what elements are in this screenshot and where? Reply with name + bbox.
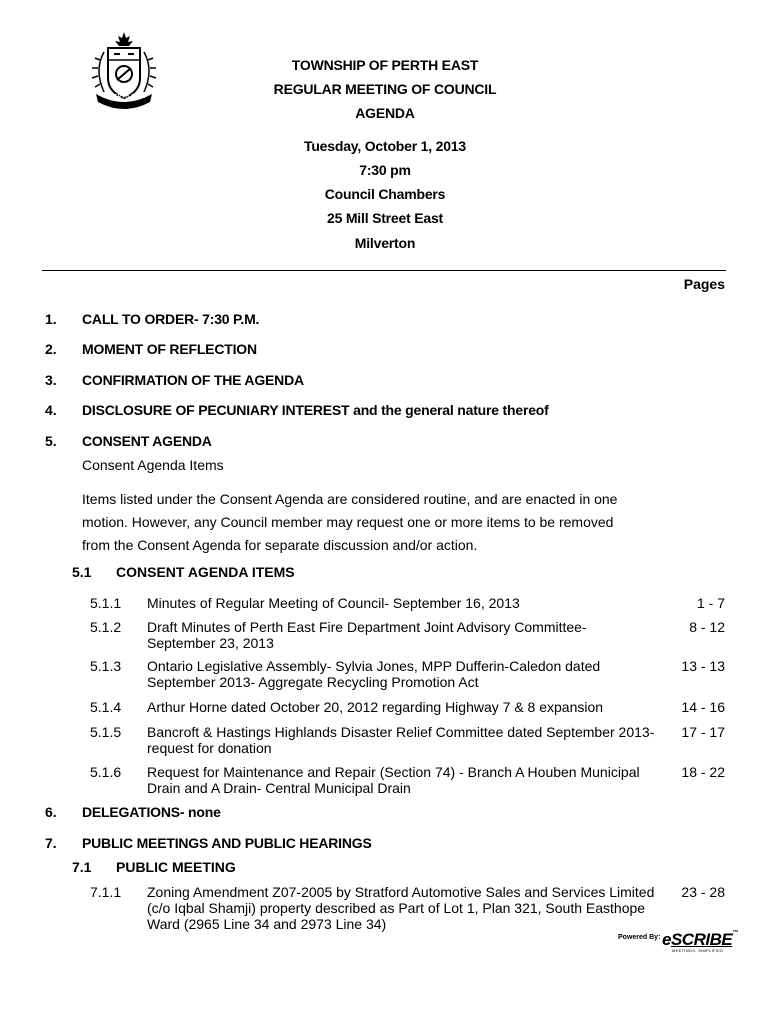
item-text: Request for Maintenance and Repair (Section 74) - Branch A Houben Municipal Drain and A Drain- Central Municipal Drain	[147, 764, 640, 796]
escribe-logo-text: SCRIBE	[670, 930, 733, 949]
item-pages: 1 - 7	[696, 595, 725, 611]
section-number: 6.	[45, 804, 57, 820]
header-venue: Council Chambers	[324, 186, 446, 202]
powered-by-label: Powered By:	[618, 934, 661, 941]
section-title-rest: and the general nature thereof	[349, 402, 549, 418]
item-number: 5.1.3	[90, 658, 122, 674]
escribe-tagline: MEETINGS, SIMPLIFIED	[672, 948, 724, 953]
section-title: DELEGATIONS- none	[82, 804, 221, 820]
subsection-title: CONSENT AGENDA ITEMS	[116, 564, 295, 580]
item-pages: 14 - 16	[681, 699, 725, 715]
header-date: Tuesday, October 1, 2013	[304, 138, 466, 154]
section-number: 7.	[45, 835, 57, 851]
escribe-logo-e: e	[662, 930, 671, 949]
section-title-main: DISCLOSURE OF PECUNIARY INTEREST	[82, 402, 350, 418]
section-number: 2.	[45, 341, 57, 357]
pages-column-label: Pages	[683, 276, 725, 292]
item-number: 5.1.6	[90, 764, 122, 780]
item-number: 5.1.2	[90, 619, 122, 635]
item-text: Draft Minutes of Perth East Fire Department Joint Advisory Committee- September 23, 2013	[147, 619, 587, 651]
subsection-number: 5.1	[72, 564, 92, 580]
header-address: 25 Mill Street East	[326, 210, 444, 226]
subsection-number: 7.1	[72, 859, 92, 875]
item-number: 7.1.1	[90, 884, 122, 900]
section-title	[82, 402, 549, 418]
consent-subtitle: Consent Agenda Items	[82, 457, 224, 473]
header-time: 7:30 pm	[359, 162, 411, 178]
escribe-logo	[662, 930, 738, 950]
section-title: PUBLIC MEETINGS AND PUBLIC HEARINGS	[82, 835, 372, 851]
section-number: 5.	[45, 433, 57, 449]
header-agenda: AGENDA	[355, 105, 415, 121]
item-number: 5.1.5	[90, 724, 122, 740]
item-text: Zoning Amendment Z07-2005 by Stratford Automotive Sales and Services Limited (c/o Iqbal Shamji) property described as Part of Lot 1, Plan 321, South Easthope Ward (2965 Line 34 and 2973 Line 34)	[147, 884, 655, 932]
item-pages: 18 - 22	[681, 764, 725, 780]
item-text: Bancroft & Hastings Highlands Disaster Relief Committee dated September 2013- request for donation	[147, 724, 655, 756]
section-number: 3.	[45, 372, 57, 388]
consent-description: Items listed under the Consent Agenda are considered routine, and are enacted in one motion. However, any Council member may request one or more items to be removed from the Consent Agenda for separate discussion and/or action.	[82, 491, 618, 553]
item-pages: 13 - 13	[681, 658, 725, 674]
item-text: Minutes of Regular Meeting of Council- September 16, 2013	[147, 595, 520, 611]
header-township: TOWNSHIP OF PERTH EAST	[291, 57, 479, 73]
escribe-logo-tm: ™	[732, 930, 738, 936]
item-text: Ontario Legislative Assembly- Sylvia Jones, MPP Dufferin-Caledon dated September 2013- Aggregate Recycling Promotion Act	[147, 658, 601, 690]
header-town: Milverton	[354, 235, 416, 251]
section-title: CALL TO ORDER- 7:30 P.M.	[82, 311, 260, 327]
item-text: Arthur Horne dated October 20, 2012 regarding Highway 7 & 8 expansion	[147, 699, 604, 715]
section-title: CONSENT AGENDA	[82, 433, 212, 449]
item-pages: 8 - 12	[689, 619, 725, 635]
header-meeting-type: REGULAR MEETING OF COUNCIL	[273, 81, 497, 97]
section-number: 1.	[45, 311, 57, 327]
subsection-title: PUBLIC MEETING	[116, 859, 236, 875]
item-number: 5.1.1	[90, 595, 122, 611]
item-number: 5.1.4	[90, 699, 122, 715]
section-title: MOMENT OF REFLECTION	[82, 341, 257, 357]
section-title: CONFIRMATION OF THE AGENDA	[82, 372, 304, 388]
crest-motto: PERTH EAST	[110, 94, 147, 100]
item-pages: 23 - 28	[681, 884, 725, 900]
section-number: 4.	[45, 402, 57, 418]
header-divider	[42, 270, 726, 271]
item-pages: 17 - 17	[681, 724, 725, 740]
